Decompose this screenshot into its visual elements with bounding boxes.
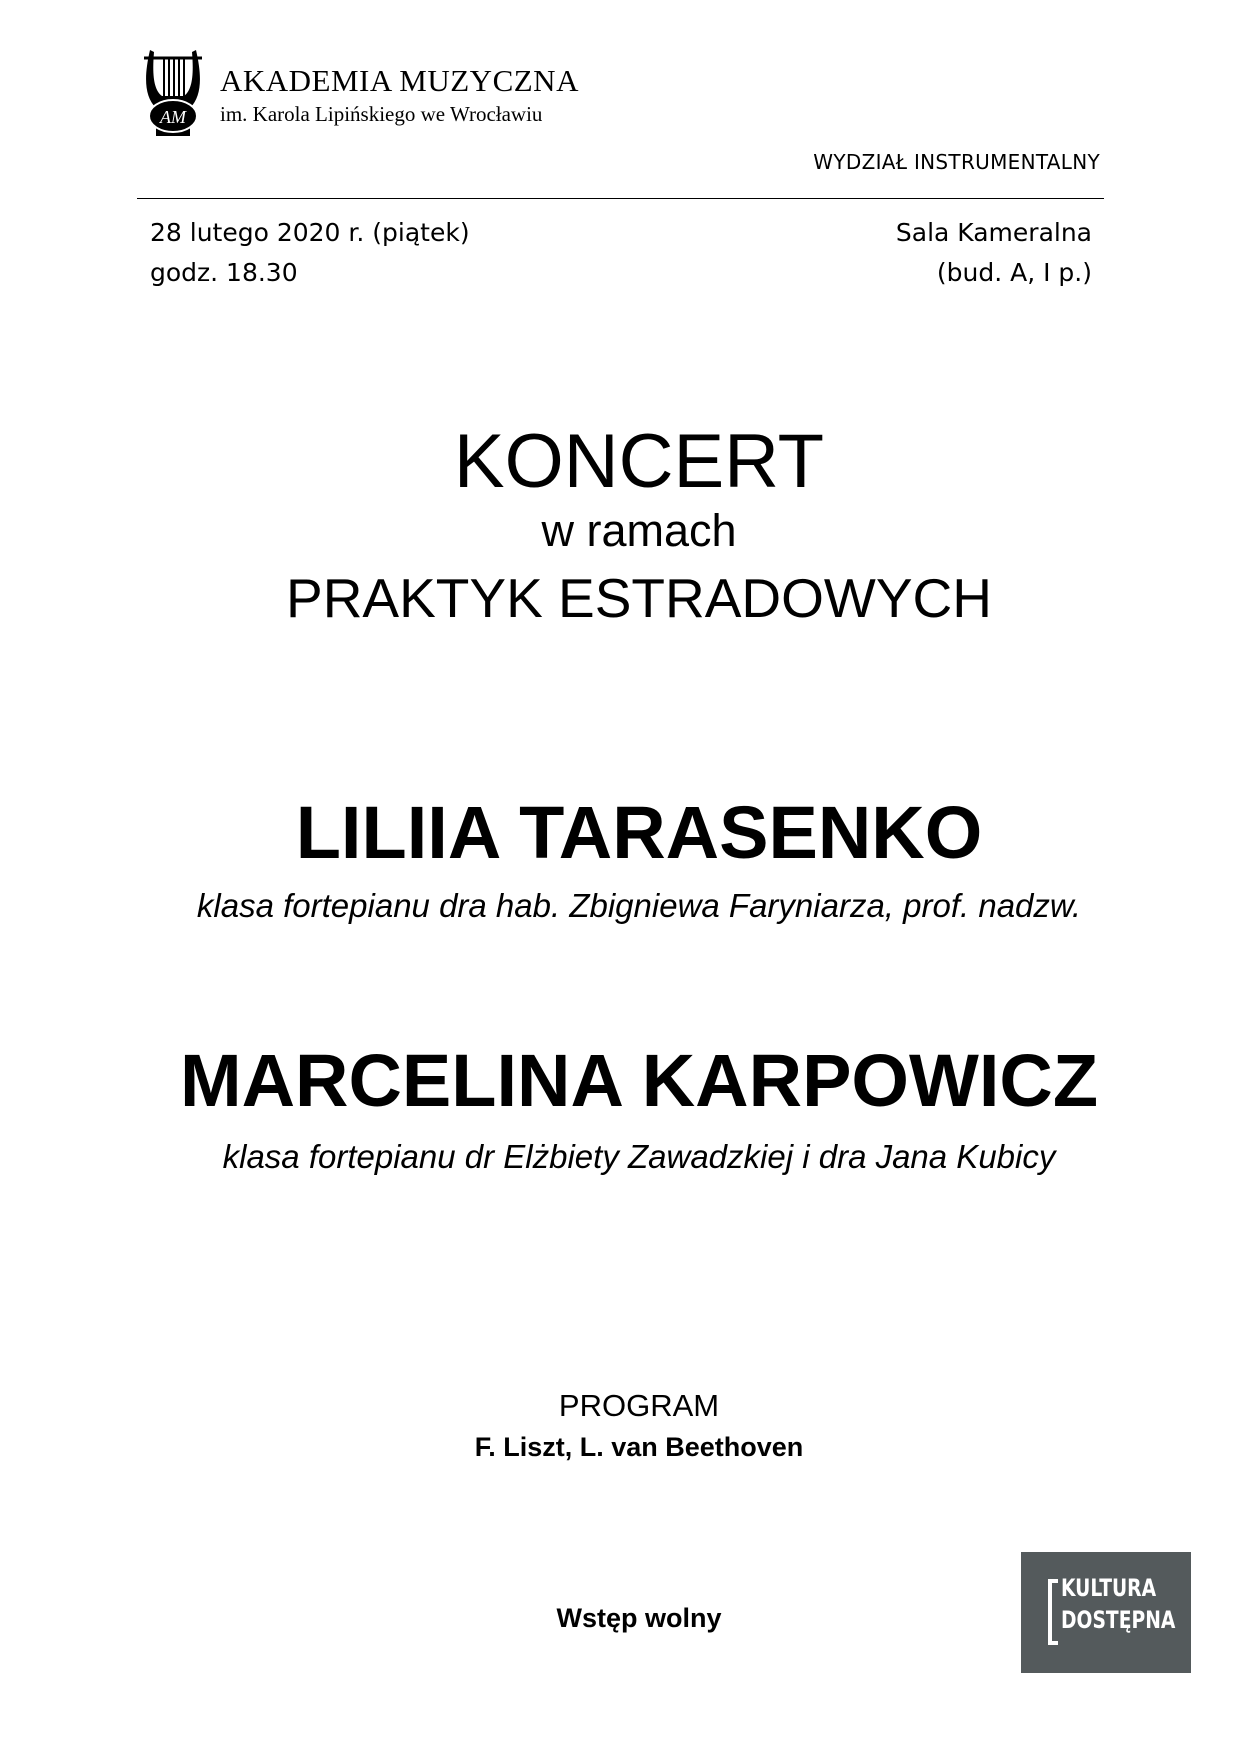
concert-subtitle: w ramach xyxy=(541,505,737,556)
event-date: 28 lutego 2020 r. (piątek) xyxy=(150,218,470,247)
bracket-icon xyxy=(1048,1579,1058,1645)
concert-series: PRAKTYK ESTRADOWYCH xyxy=(286,567,992,629)
performer-class: klasa fortepianu dra hab. Zbigniewa Faryniarza, prof. nadzw. xyxy=(196,887,1082,924)
performer-class: klasa fortepianu dr Elżbiety Zawadzkiej i dra Jana Kubicy xyxy=(222,1138,1056,1175)
badge-line1: KULTURA xyxy=(1061,1574,1157,1602)
performer-name: LILIIA TARASENKO xyxy=(295,791,983,874)
program-composers: F. Liszt, L. van Beethoven xyxy=(474,1432,804,1462)
department: WYDZIAŁ INSTRUMENTALNY xyxy=(813,150,1100,174)
event-time: godz. 18.30 xyxy=(150,258,298,287)
entry-info: Wstęp wolny xyxy=(556,1603,722,1633)
concert-title: KONCERT xyxy=(453,419,825,504)
badge-line2: DOSTĘPNA xyxy=(1061,1606,1176,1634)
event-building: (bud. A, I p.) xyxy=(936,258,1092,287)
svg-text:AM: AM xyxy=(160,107,186,127)
header-divider xyxy=(137,198,1104,199)
institution-subtitle: im. Karola Lipińskiego we Wrocławiu xyxy=(220,102,543,126)
kultura-dostepna-badge xyxy=(1021,1552,1191,1673)
event-hall: Sala Kameralna xyxy=(895,218,1092,247)
lyre-logo-icon xyxy=(142,46,204,142)
performer-name: MARCELINA KARPOWICZ xyxy=(179,1039,1099,1122)
program-label: PROGRAM xyxy=(558,1388,720,1423)
institution-name: AKADEMIA MUZYCZNA xyxy=(220,63,579,98)
